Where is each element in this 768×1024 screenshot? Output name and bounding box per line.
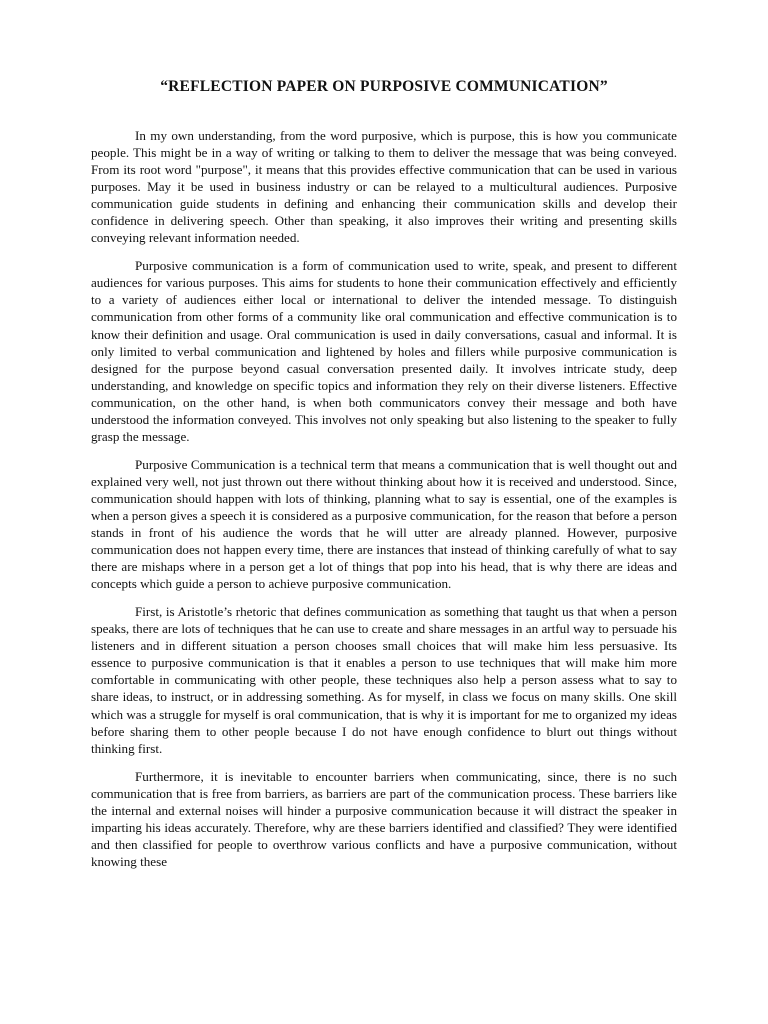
paragraph-4: First, is Aristotle’s rhetoric that defines communication as something that taught us that when a person speaks, there are lots of techniques that he can use to create and share messages in an artful way to persuade his listeners and in different situation a person chooses small choices that will make him less persuasive. Its essence to purposive communication is that it enables a person to use techniques that will make him more comfortable in communicating with other people, these techniques also help a person assess what to say to share ideas, to instruct, or in addressing something. As for myself, in class we focus on many skills. One skill which was a struggle for myself is oral communication, that is why it is important for me to organized my ideas before sharing them to other people because I do not have enough confidence to blurt out things without thinking first. [91, 604, 677, 756]
paragraph-1: In my own understanding, from the word purposive, which is purpose, this is how you communicate people. This might be in a way of writing or talking to them to deliver the message that was being conveyed. From its root word "purpose", it means that this provides effective communication that can be used in various purposes. May it be used in business industry or can be relayed to a multicultural audiences. Purposive communication guide students in defining and enhancing their communication skills and develop their confidence in delivering speech. Other than speaking, it also improves their writing and presenting skills conveying relevant information needed. [91, 128, 677, 246]
paragraph-5: Furthermore, it is inevitable to encounter barriers when communicating, since, there is no such communication that is free from barriers, as barriers are part of the communication process. These barriers like the internal and external noises will hinder a purposive communication because it will distract the speaker in imparting his ideas accurately. Therefore, why are these barriers identified and classified? They were identified and then classified for people to overthrow various conflicts and have a purposive communication, without knowing these [91, 768, 677, 869]
document-body [91, 127, 677, 881]
page-title: “REFLECTION PAPER ON PURPOSIVE COMMUNICATION” [160, 78, 608, 95]
paragraph-3: Purposive Communication is a technical term that means a communication that is well thought out and explained very well, not just thrown out there without thinking about how it is received and understood. Since, communication should happen with lots of thinking, planning what to say is essential, one of the examples is when a person gives a speech it is considered as a purposive communication, for the reason that before a person stands in front of his audience the words that he will utter are already planned. However, purposive communication does not happen every time, there are instances that instead of thinking carefully of what to say there are mishaps where in a person get a lot of things that pop into his head, that is why there are ideas and concepts which guide a person to achieve purposive communication. [91, 456, 677, 592]
paragraph-2: Purposive communication is a form of communication used to write, speak, and present to different audiences for various purposes. This aims for students to hone their communication effectively and efficiently to a variety of audiences either local or international to deliver the intended message. To distinguish communication from other forms of a community like oral communication and effective communication is to know their definition and usage. Oral communication is used in daily conversations, casual and informal. It is only limited to verbal communication and lightened by holes and fillers while purposive communication is designed for the purpose beyond casual conversation presented daily. It involves intricate study, deep understanding, and knowledge on specific topics and information they rely on their diverse listeners. Effective communication, on the other hand, is when both communicators convey their message and both have understood the information conveyed. This involves not only speaking but also listening to the speaker to fully grasp the message. [91, 258, 677, 444]
